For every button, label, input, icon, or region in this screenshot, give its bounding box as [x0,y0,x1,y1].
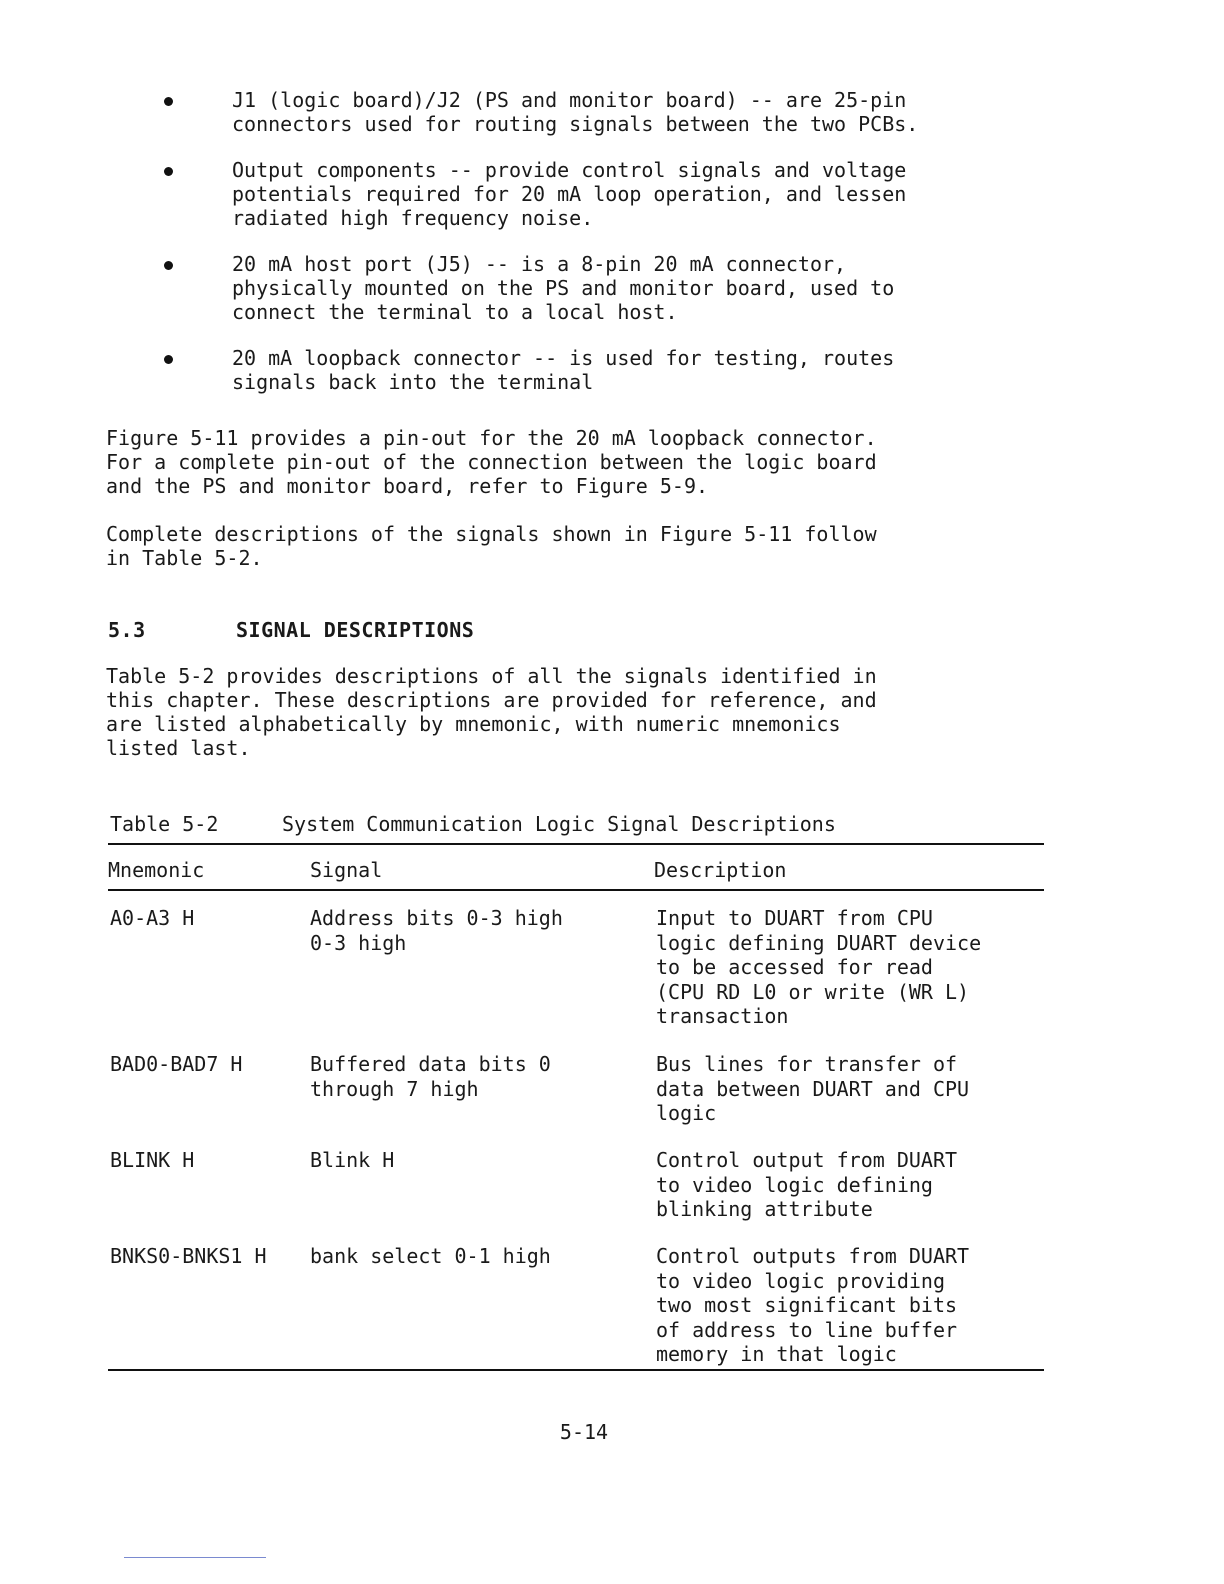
cell-mnemonic: BLINK H [110,1148,195,1172]
bullet-list [160,88,1050,416]
table-caption [110,812,836,836]
bullet-text: 20 mA host port (J5) -- is a 8-pin 20 mA connector, physically mounted on the PS and monitor board, used to connect the terminal to a local host. [232,252,895,324]
paragraph-table-intro: Table 5-2 provides descriptions of all the signals identified in this chapter. These descriptions are provided for reference, and are listed alphabetically by mnemonic, with numeric mnemonics listed last. [106,664,877,760]
cell-signal: Buffered data bits 0 through 7 high [310,1052,551,1101]
section-number: 5.3 [108,618,146,642]
section-heading [108,618,474,642]
cell-description: Input to DUART from CPU logic defining DUART device to be accessed for read (CPU RD L0 or write (WR L) transaction [656,906,982,1028]
bullet-item [160,158,1050,230]
table-header-rule [108,889,1044,891]
cell-signal: bank select 0-1 high [310,1244,551,1268]
cell-description: Bus lines for transfer of data between DUART and CPU logic [656,1052,970,1125]
table-top-rule [108,843,1044,845]
bullet-icon [164,261,173,270]
bullet-item [160,88,1050,136]
cell-mnemonic: BNKS0-BNKS1 H [110,1244,267,1268]
bullet-text: J1 (logic board)/J2 (PS and monitor board) -- are 25-pin connectors used for routing signals between the two PCBs. [232,88,919,136]
cell-mnemonic: BAD0-BAD7 H [110,1052,243,1076]
bullet-icon [164,167,173,176]
paragraph-complete-descriptions: Complete descriptions of the signals shown in Figure 5-11 follow in Table 5-2. [106,522,877,570]
table-bottom-rule [108,1369,1044,1371]
cell-mnemonic: A0-A3 H [110,906,195,930]
header-description: Description [654,858,787,882]
bullet-icon [164,97,173,106]
bullet-text: Output components -- provide control signals and voltage potentials required for 20 mA loop operation, and lessen radiated high frequency noise. [232,158,907,230]
paragraph-figure-reference: Figure 5-11 provides a pin-out for the 20 mA loopback connector. For a complete pin-out of the connection between the logic board and the PS and monitor board, refer to Figure 5-9. [106,426,877,498]
cell-description: Control output from DUART to video logic defining blinking attribute [656,1148,958,1221]
cell-signal: Address bits 0-3 high 0-3 high [310,906,563,955]
cell-signal: Blink H [310,1148,395,1172]
table-caption-number: Table 5-2 [110,812,219,836]
table-caption-title: System Communication Logic Signal Descriptions [282,812,836,836]
footer-divider [124,1557,266,1558]
bullet-icon [164,355,173,364]
cell-description: Control outputs from DUART to video logic providing two most significant bits of address to line buffer memory in that logic [656,1244,970,1366]
page-number: 5-14 [559,1420,609,1444]
bullet-item [160,346,1050,394]
header-mnemonic: Mnemonic [108,858,205,882]
bullet-text: 20 mA loopback connector -- is used for testing, routes signals back into the terminal [232,346,895,394]
header-signal: Signal [310,858,383,882]
section-title: SIGNAL DESCRIPTIONS [236,618,475,642]
bullet-item [160,252,1050,324]
